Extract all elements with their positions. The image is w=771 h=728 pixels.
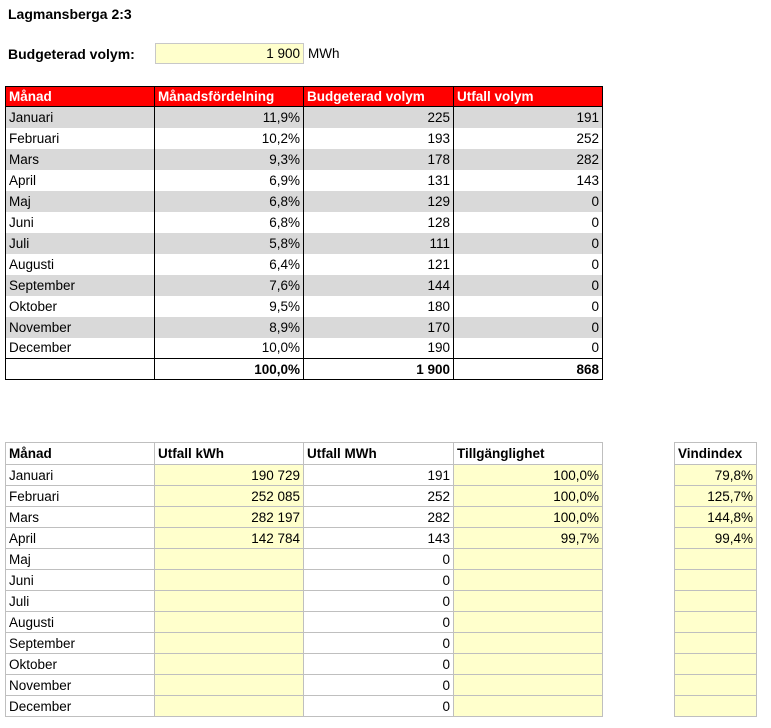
monthly-distribution-cell[interactable]: 9,5% [155, 296, 304, 317]
monthly-distribution-cell[interactable]: 7,6% [155, 275, 304, 296]
budgeted-volume-cell[interactable]: 144 [304, 275, 454, 296]
wind-index-table [674, 442, 757, 717]
table-row [6, 296, 603, 317]
outcome-volume-cell[interactable]: 0 [454, 212, 603, 233]
month-cell[interactable]: Oktober [6, 654, 155, 675]
header-wind-index[interactable]: Vindindex [675, 443, 757, 465]
outcome-volume-cell[interactable]: 0 [454, 296, 603, 317]
budgeted-volume-cell[interactable]: 128 [304, 212, 454, 233]
month-cell[interactable]: Maj [6, 549, 155, 570]
month-cell[interactable]: September [6, 275, 155, 296]
header-monthly-distribution[interactable]: Månadsfördelning [155, 87, 304, 107]
month-cell[interactable]: Augusti [6, 612, 155, 633]
table-row [675, 591, 757, 612]
table-row [6, 170, 603, 191]
header-availability[interactable]: Tillgänglighet [454, 443, 603, 465]
outcome-volume-cell[interactable]: 0 [454, 233, 603, 254]
table-row [675, 486, 757, 507]
budget-table-header [6, 87, 603, 107]
table-row [6, 254, 603, 275]
outcome-table [5, 442, 603, 717]
month-cell[interactable]: December [6, 338, 155, 359]
table-row [6, 528, 603, 549]
outcome-mwh-cell[interactable]: 252 [304, 486, 454, 507]
budgeted-volume-cell[interactable]: 111 [304, 233, 454, 254]
header-month[interactable]: Månad [6, 443, 155, 465]
month-cell[interactable]: Februari [6, 486, 155, 507]
wind-index-cell[interactable] [675, 654, 757, 675]
outcome-kwh-cell[interactable] [155, 591, 304, 612]
table-row [6, 465, 603, 486]
table-row [675, 675, 757, 696]
table-row [6, 549, 603, 570]
table-row [6, 317, 603, 338]
monthly-distribution-cell[interactable]: 5,8% [155, 233, 304, 254]
budgeted-volume-cell[interactable]: 190 [304, 338, 454, 359]
outcome-table-header [6, 443, 603, 465]
budgeted-volume-cell[interactable]: 180 [304, 296, 454, 317]
outcome-kwh-cell[interactable] [155, 549, 304, 570]
outcome-volume-cell[interactable]: 143 [454, 170, 603, 191]
table-row [6, 675, 603, 696]
availability-cell[interactable] [454, 696, 603, 717]
budget-table [5, 86, 603, 380]
outcome-kwh-cell[interactable] [155, 696, 304, 717]
monthly-distribution-cell[interactable]: 6,8% [155, 212, 304, 233]
month-cell[interactable]: Januari [6, 107, 155, 128]
table-row [6, 570, 603, 591]
month-cell[interactable]: Mars [6, 149, 155, 170]
budgeted-volume-cell[interactable]: 121 [304, 254, 454, 275]
availability-cell[interactable] [454, 591, 603, 612]
total-distribution-cell[interactable]: 100,0% [155, 359, 304, 380]
month-cell[interactable]: Januari [6, 465, 155, 486]
wind-index-cell[interactable] [675, 570, 757, 591]
sheet-title: Lagmansberga 2:3 [8, 6, 132, 22]
wind-index-cell[interactable]: 99,4% [675, 528, 757, 549]
month-cell[interactable]: September [6, 633, 155, 654]
table-row [6, 591, 603, 612]
outcome-mwh-cell[interactable]: 0 [304, 591, 454, 612]
outcome-volume-cell[interactable]: 252 [454, 128, 603, 149]
header-outcome-kwh[interactable]: Utfall kWh [155, 443, 304, 465]
outcome-kwh-cell[interactable]: 142 784 [155, 528, 304, 549]
outcome-mwh-cell[interactable]: 143 [304, 528, 454, 549]
table-row [675, 507, 757, 528]
outcome-volume-cell[interactable]: 191 [454, 107, 603, 128]
availability-cell[interactable] [454, 570, 603, 591]
header-month[interactable]: Månad [6, 87, 155, 107]
outcome-kwh-cell[interactable] [155, 675, 304, 696]
month-cell[interactable]: Juni [6, 570, 155, 591]
availability-cell[interactable] [454, 633, 603, 654]
budget-volume-input[interactable]: 1 900 [155, 43, 304, 64]
table-row [6, 107, 603, 128]
month-cell[interactable]: Februari [6, 128, 155, 149]
table-row [6, 696, 603, 717]
wind-index-header-row [675, 443, 757, 465]
wind-index-cell[interactable] [675, 675, 757, 696]
outcome-volume-cell[interactable]: 0 [454, 254, 603, 275]
availability-cell[interactable] [454, 549, 603, 570]
availability-cell[interactable] [454, 654, 603, 675]
month-cell[interactable]: April [6, 170, 155, 191]
table-row [675, 612, 757, 633]
outcome-mwh-cell[interactable]: 191 [304, 465, 454, 486]
table-row [675, 696, 757, 717]
table-row [6, 128, 603, 149]
outcome-volume-cell[interactable]: 0 [454, 191, 603, 212]
outcome-mwh-cell[interactable]: 0 [304, 654, 454, 675]
wind-index-cell[interactable] [675, 612, 757, 633]
outcome-mwh-cell[interactable]: 0 [304, 696, 454, 717]
header-budgeted-volume[interactable]: Budgeterad volym [304, 87, 454, 107]
wind-index-cell[interactable] [675, 549, 757, 570]
month-cell[interactable]: Juli [6, 591, 155, 612]
availability-cell[interactable]: 100,0% [454, 486, 603, 507]
totals-row [6, 359, 603, 380]
wind-index-cell[interactable]: 144,8% [675, 507, 757, 528]
availability-cell[interactable]: 100,0% [454, 507, 603, 528]
header-outcome-volume[interactable]: Utfall volym [454, 87, 603, 107]
header-outcome-mwh[interactable]: Utfall MWh [304, 443, 454, 465]
total-outcome-volume-cell[interactable]: 868 [454, 359, 603, 380]
availability-cell[interactable]: 99,7% [454, 528, 603, 549]
outcome-kwh-cell[interactable] [155, 654, 304, 675]
table-row [6, 149, 603, 170]
month-cell[interactable]: Juli [6, 233, 155, 254]
month-cell[interactable]: Maj [6, 191, 155, 212]
table-row [6, 654, 603, 675]
outcome-volume-cell[interactable]: 0 [454, 338, 603, 359]
outcome-kwh-cell[interactable] [155, 633, 304, 654]
outcome-kwh-cell[interactable]: 190 729 [155, 465, 304, 486]
month-cell[interactable]: Juni [6, 212, 155, 233]
outcome-mwh-cell[interactable]: 282 [304, 507, 454, 528]
table-row [6, 486, 603, 507]
outcome-kwh-cell[interactable] [155, 612, 304, 633]
month-cell[interactable]: November [6, 675, 155, 696]
availability-cell[interactable] [454, 675, 603, 696]
table-row [675, 654, 757, 675]
availability-cell[interactable]: 100,0% [454, 465, 603, 486]
outcome-mwh-cell[interactable]: 0 [304, 633, 454, 654]
month-cell[interactable]: April [6, 528, 155, 549]
monthly-distribution-cell[interactable]: 8,9% [155, 317, 304, 338]
outcome-kwh-cell[interactable]: 252 085 [155, 486, 304, 507]
wind-index-cell[interactable] [675, 591, 757, 612]
wind-index-cell[interactable] [675, 696, 757, 717]
budgeted-volume-cell[interactable]: 131 [304, 170, 454, 191]
budget-volume-unit: MWh [308, 46, 340, 61]
table-row [675, 570, 757, 591]
outcome-volume-cell[interactable]: 282 [454, 149, 603, 170]
monthly-distribution-cell[interactable]: 6,4% [155, 254, 304, 275]
outcome-volume-cell[interactable]: 0 [454, 317, 603, 338]
outcome-kwh-cell[interactable] [155, 570, 304, 591]
table-row [6, 233, 603, 254]
table-row [6, 275, 603, 296]
wind-index-cell[interactable] [675, 633, 757, 654]
wind-index-cell[interactable]: 79,8% [675, 465, 757, 486]
budget-volume-label: Budgeterad volym: [8, 46, 135, 62]
table-row [6, 338, 603, 359]
month-cell[interactable]: Mars [6, 507, 155, 528]
budgeted-volume-cell[interactable]: 129 [304, 191, 454, 212]
monthly-distribution-cell[interactable]: 9,3% [155, 149, 304, 170]
availability-cell[interactable] [454, 612, 603, 633]
table-row [6, 191, 603, 212]
monthly-distribution-cell[interactable]: 6,9% [155, 170, 304, 191]
monthly-distribution-cell[interactable]: 10,0% [155, 338, 304, 359]
table-row [675, 633, 757, 654]
table-row [675, 549, 757, 570]
budgeted-volume-cell[interactable]: 193 [304, 128, 454, 149]
outcome-mwh-cell[interactable]: 0 [304, 612, 454, 633]
outcome-mwh-cell[interactable]: 0 [304, 570, 454, 591]
table-row [6, 633, 603, 654]
month-cell[interactable]: Oktober [6, 296, 155, 317]
table-row [6, 212, 603, 233]
monthly-distribution-cell[interactable]: 11,9% [155, 107, 304, 128]
budgeted-volume-cell[interactable]: 170 [304, 317, 454, 338]
table-row [6, 612, 603, 633]
wind-index-cell[interactable]: 125,7% [675, 486, 757, 507]
monthly-distribution-cell[interactable]: 10,2% [155, 128, 304, 149]
month-cell[interactable]: Augusti [6, 254, 155, 275]
table-row [675, 528, 757, 549]
outcome-mwh-cell[interactable]: 0 [304, 675, 454, 696]
outcome-mwh-cell[interactable]: 0 [304, 549, 454, 570]
budgeted-volume-cell[interactable]: 225 [304, 107, 454, 128]
month-cell[interactable]: November [6, 317, 155, 338]
month-cell[interactable]: December [6, 696, 155, 717]
outcome-kwh-cell[interactable]: 282 197 [155, 507, 304, 528]
monthly-distribution-cell[interactable]: 6,8% [155, 191, 304, 212]
table-row [6, 507, 603, 528]
budgeted-volume-cell[interactable]: 178 [304, 149, 454, 170]
outcome-volume-cell[interactable]: 0 [454, 275, 603, 296]
table-row [675, 465, 757, 486]
total-budgeted-volume-cell[interactable]: 1 900 [304, 359, 454, 380]
totals-blank-cell[interactable] [6, 359, 155, 380]
